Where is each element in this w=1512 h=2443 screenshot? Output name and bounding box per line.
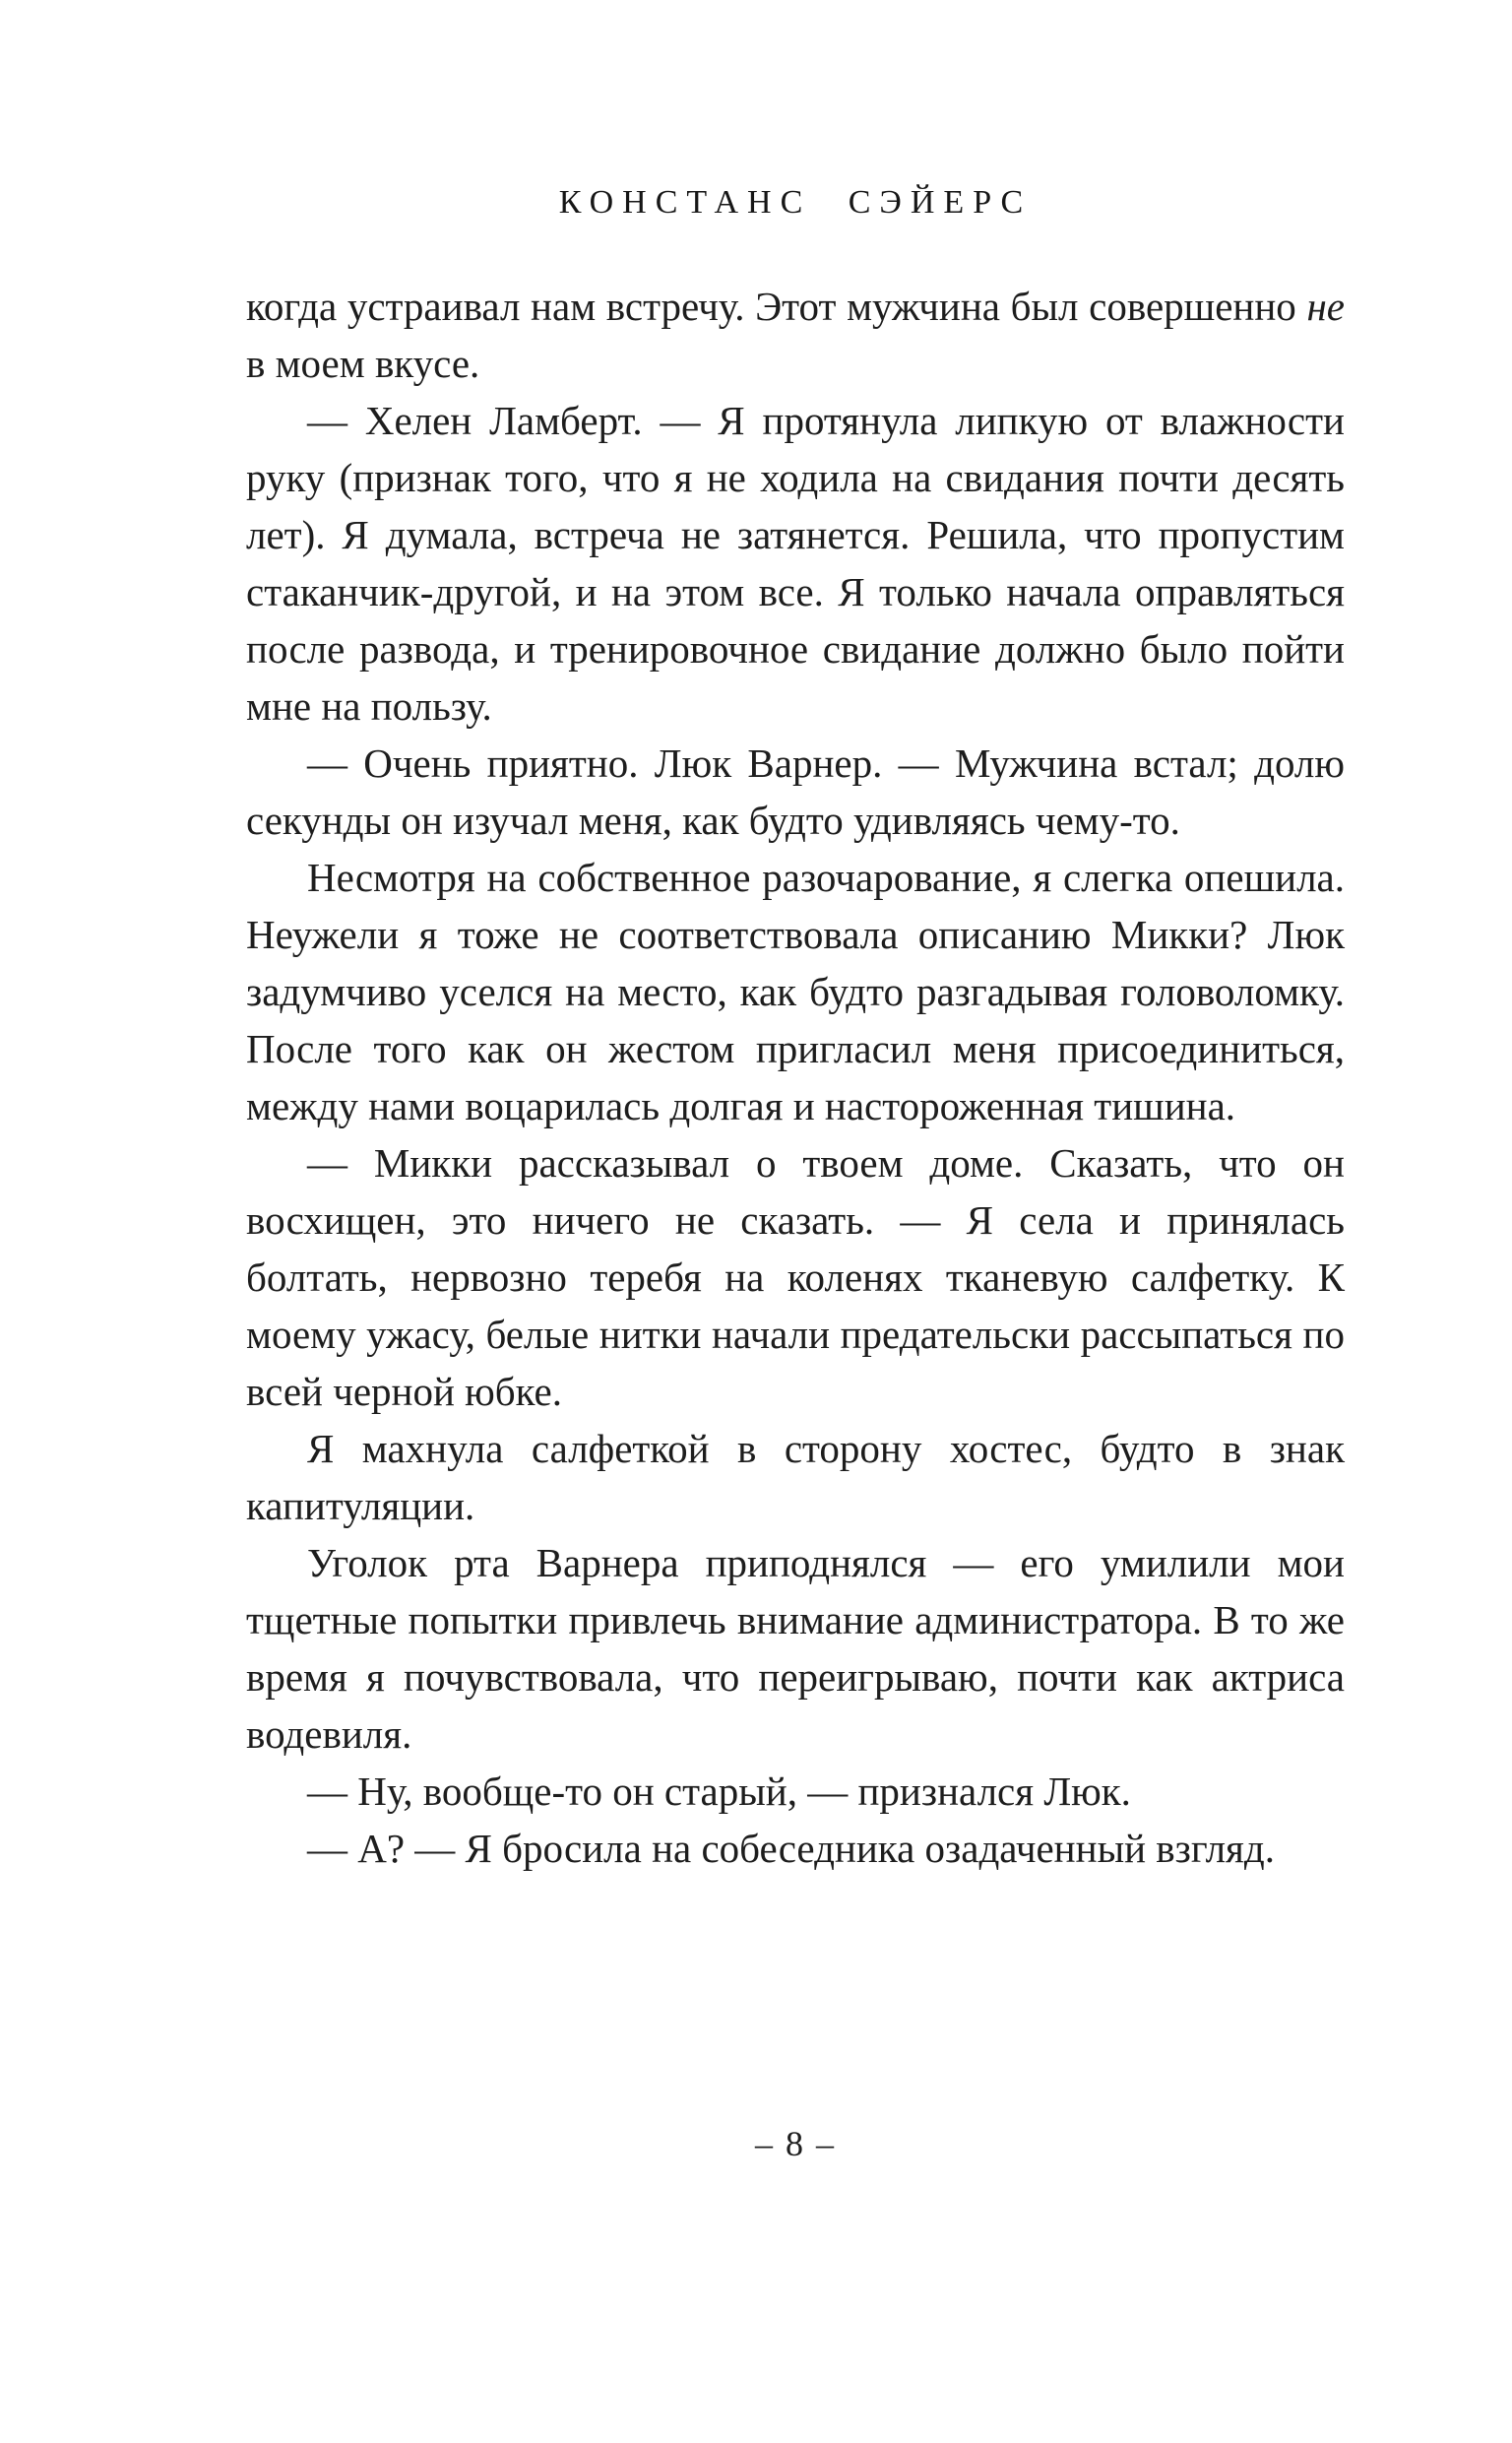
page-number: – 8 – bbox=[755, 2124, 836, 2163]
paragraph-8: — Ну, вообще-то он старый, — признался Люк. bbox=[307, 1768, 1131, 1814]
page-body bbox=[246, 278, 1345, 1877]
paragraph-4: Несмотря на собственное разочарование, я слегка опешила. Неужели я тоже не соответствовала описанию Микки? Люк задумчиво уселся на место, как будто разгадывая головоломку. После того как он жестом пригласил меня присоединиться, между нами воцарилась долгая и настороженная тишина. bbox=[246, 855, 1345, 1128]
paragraph-9: — А? — Я бросила на собеседника озадаченный взгляд. bbox=[307, 1826, 1276, 1871]
paragraph-1-text-post: в моем вкусе. bbox=[246, 341, 480, 386]
paragraph-6: Я махнула салфеткой в сторону хостес, будто в знак капитуляции. bbox=[246, 1426, 1345, 1528]
paragraph-3: — Очень приятно. Люк Варнер. — Мужчина встал; долю секунды он изучал меня, как будто удивляясь чему-то. bbox=[246, 740, 1345, 843]
paragraph-1-text-pre: когда устраивал нам встречу. Этот мужчина был совершенно bbox=[246, 284, 1307, 329]
paragraph-1-italic-word: не bbox=[1306, 284, 1345, 329]
paragraph-7: Уголок рта Варнера приподнялся — его умилили мои тщетные попытки привлечь внимание администратора. В то же время я почувствовала, что переигрываю, почти как актриса водевиля. bbox=[246, 1540, 1345, 1757]
paragraph-5: — Микки рассказывал о твоем доме. Сказать, что он восхищен, это ничего не сказать. — Я села и принялась болтать, нервозно теребя на коленях тканевую салфетку. К моему ужасу, белые нитки начали предательски рассыпаться по всей черной юбке. bbox=[246, 1140, 1345, 1414]
running-head: КОНСТАНС СЭЙЕРС bbox=[558, 184, 1033, 221]
paragraph-1 bbox=[246, 278, 1345, 392]
paragraph-2: — Хелен Ламберт. — Я протянула липкую от влажности руку (признак того, что я не ходила на свидания почти десять лет). Я думала, встреча не затянется. Решила, что пропустим стаканчик-другой, и на этом все. Я только начала оправляться после развода, и тренировочное свидание должно было пойти мне на пользу. bbox=[246, 398, 1345, 729]
